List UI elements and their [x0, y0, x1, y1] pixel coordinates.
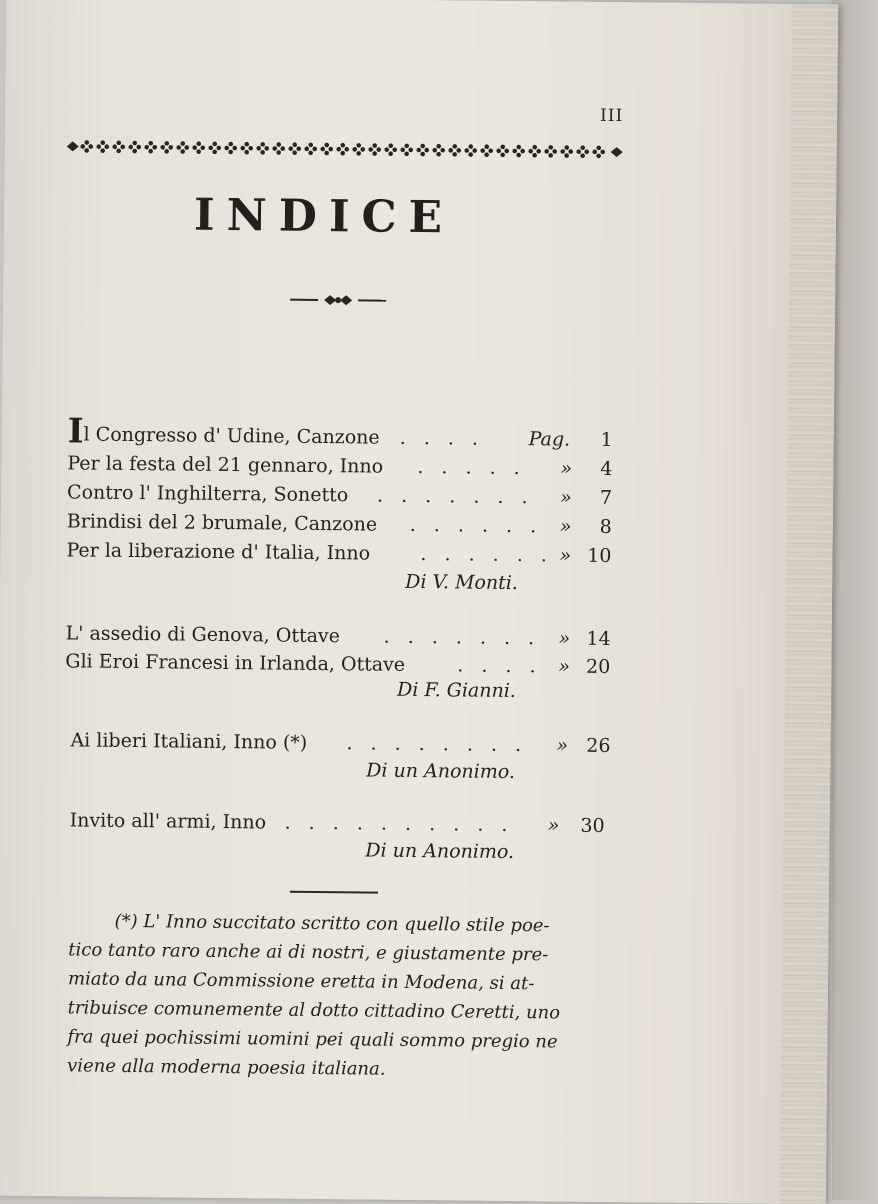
- toc-entry-title: Per la liberazione d' Italia, Inno: [66, 537, 370, 566]
- ornament-border: [65, 135, 625, 163]
- toc-entry-title: L' assedio di Genova, Ottave: [65, 620, 340, 649]
- footnote-line: tico tanto raro anche ai di nostri, e giustamente pre-: [68, 935, 608, 970]
- toc-entry-title: Gli Eroi Francesi in Irlanda, Ottave: [65, 648, 405, 678]
- toc-entry: [70, 727, 610, 759]
- toc-entry: [67, 479, 612, 511]
- footnote: [67, 906, 609, 1086]
- page-ref: 10: [587, 543, 611, 569]
- page-number: III: [600, 106, 623, 126]
- background-surface: [832, 0, 878, 1200]
- footnote-line: viene alla moderna poesia italiana.: [67, 1051, 607, 1086]
- page-ref: 30: [580, 813, 604, 839]
- page-prefix: »: [558, 625, 570, 651]
- page-prefix: »: [559, 543, 571, 569]
- page-prefix: »: [560, 514, 572, 540]
- page-prefix: »: [560, 485, 572, 511]
- footnote-line: tribuisce comunemente al dotto cittadino Ceretti, uno: [68, 993, 608, 1028]
- author-credit: Di V. Monti.: [405, 571, 518, 594]
- toc-entry: [65, 620, 610, 652]
- page-ref: 7: [600, 485, 612, 511]
- page-prefix: »: [548, 812, 560, 838]
- page-ref: 14: [586, 626, 610, 652]
- author-credit: Di un Anonimo.: [366, 759, 515, 783]
- toc-entry: [70, 807, 605, 839]
- page-prefix: Pag.: [529, 426, 571, 452]
- leader-dots: . . . . . . .: [383, 624, 540, 652]
- leader-dots: . . . .: [400, 425, 485, 452]
- page-ref: 4: [600, 456, 612, 482]
- leader-dots: . . . . . .: [410, 512, 543, 539]
- page-prefix: »: [560, 456, 572, 482]
- page-prefix: »: [556, 732, 568, 758]
- footnote-line: miato da una Commissione eretta in Modena, si at-: [68, 964, 608, 999]
- toc-entry-title: Brindisi del 2 brumale, Canzone: [67, 508, 378, 537]
- leader-dots: . . . .: [457, 652, 542, 679]
- footnote-rule: [290, 891, 378, 894]
- leader-dots: . . . . .: [417, 454, 526, 481]
- leader-dots: . . . . . . .: [377, 483, 534, 511]
- leader-dots: . . . . . . . .: [346, 730, 527, 758]
- author-credit: Di un Anonimo.: [365, 839, 514, 863]
- page-ref: 20: [586, 654, 610, 680]
- toc-entry-title: Il Congresso d' Udine, Canzone: [68, 421, 380, 450]
- drop-cap: I: [68, 411, 84, 451]
- toc-entry: [67, 450, 612, 482]
- toc-entry: [67, 508, 612, 540]
- page-ref: 1: [600, 427, 612, 453]
- toc-entry-title: Contro l' Inghilterra, Sonetto: [67, 479, 348, 508]
- toc-entry: [66, 537, 611, 569]
- toc-entry-title: Per la festa del 21 gennaro, Inno: [67, 450, 383, 479]
- page-prefix: »: [558, 653, 570, 679]
- footnote-line: fra quei pochissimi uomini pei quali sommo pregio ne: [67, 1022, 607, 1057]
- toc-entry: [68, 421, 613, 453]
- page-edge: [780, 4, 839, 1204]
- title-divider-ornament: [288, 292, 388, 309]
- page-title: INDICE: [194, 190, 455, 244]
- author-credit: Di F. Gianni.: [397, 679, 516, 702]
- toc-entry: [65, 648, 610, 680]
- toc-entry-title: Ai liberi Italiani, Inno (*): [70, 727, 307, 755]
- page-ref: 26: [586, 733, 610, 759]
- page-ref: 8: [600, 514, 612, 540]
- footnote-line: (*) L' Inno succitato scritto con quello stile poe-: [68, 906, 608, 941]
- leader-dots: . . . . . . . . . .: [285, 810, 514, 838]
- leader-dots: . . . . . .: [420, 541, 553, 568]
- toc-entry-title: Invito all' armi, Inno: [70, 807, 267, 835]
